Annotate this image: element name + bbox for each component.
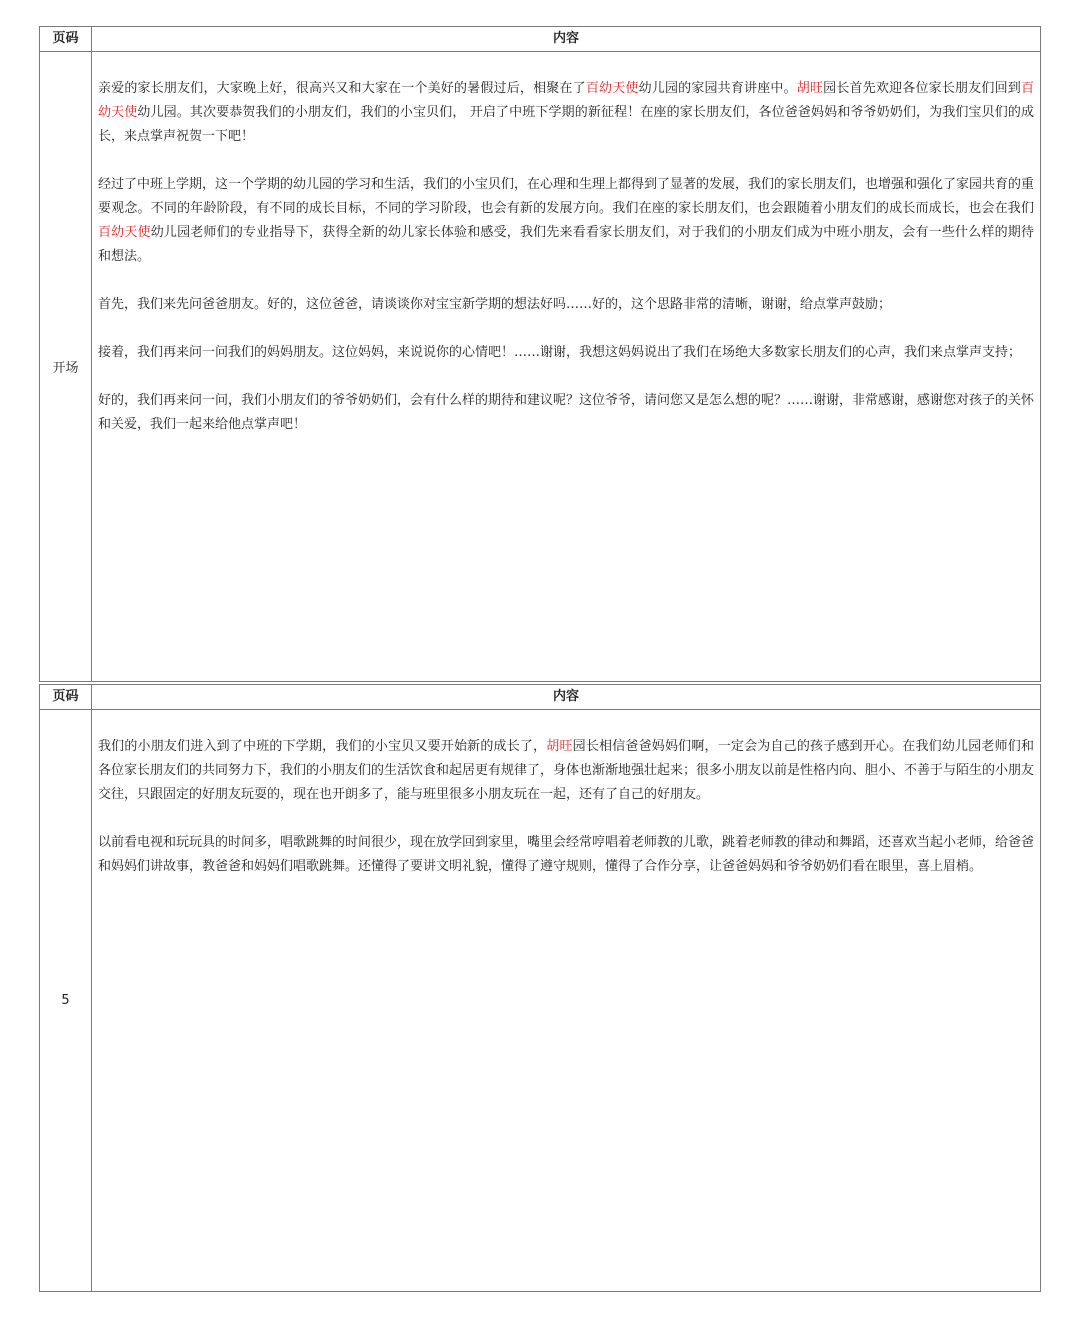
content-column-header: 内容 — [552, 689, 579, 704]
text-run: 接着，我们再来问一问我们的妈妈朋友。这位妈妈，来说说你的心情吧！……谢谢，我想这妈妈说出了我们在场绝大多数家长朋友们的心声，我们来点掌声支持； — [98, 345, 1022, 360]
table-row — [40, 710, 1040, 1291]
content-column-header: 内容 — [552, 31, 579, 46]
text-run: 园长首先欢迎各位家长朋友们回到 — [823, 81, 1021, 96]
page-label: 5 — [40, 710, 92, 1291]
paragraph — [98, 389, 1034, 437]
script-table-opening — [39, 26, 1041, 682]
paragraph — [98, 735, 1034, 807]
content-cell — [92, 52, 1040, 681]
page-column-header: 页码 — [40, 685, 92, 709]
paragraph — [98, 831, 1034, 879]
paragraph — [98, 293, 1034, 317]
text-run: 我们的小朋友们进入到了中班的下学期，我们的小宝贝又要开始新的成长了， — [98, 739, 547, 754]
text-run: 好的，我们再来问一问，我们小朋友们的爷爷奶奶们，会有什么样的期待和建议呢？这位爷爷，请问您又是怎么想的呢？……谢谢，非常感谢，感谢您对孩子的关怀和关爱，我们一起来给他点掌声吧！ — [98, 393, 1035, 432]
highlighted-name: 胡旺 — [796, 81, 824, 96]
text-run: 亲爱的家长朋友们，大家晚上好，很高兴又和大家在一个美好的暑假过后，相聚在了 — [98, 81, 586, 96]
text-run: 幼儿园。其次要恭贺我们的小朋友们，我们的小宝贝们， 开启了中班下学期的新征程！在座的家长朋友们，各位爸爸妈妈和爷爷奶奶们，为我们宝贝们的成长，来点掌声祝贺一下吧！ — [98, 105, 1034, 144]
text-run: 幼儿园老师们的专业指导下，获得全新的幼儿家长体验和感受，我们先来看看家长朋友们，对于我们的小朋友们成为中班小朋友，会有一些什么样的期待和想法。 — [98, 225, 1034, 264]
paragraph — [98, 77, 1034, 149]
text-run: 幼儿园的家园共育讲座中。 — [638, 81, 797, 96]
content-cell — [92, 710, 1040, 1291]
text-run: 以前看电视和玩玩具的时间多，唱歌跳舞的时间很少，现在放学回到家里，嘴里会经常哼唱着老师教的儿歌，跳着老师教的律动和舞蹈，还喜欢当起小老师，给爸爸和妈妈们讲故事，教爸爸和妈妈们唱歌跳舞。还懂得了要讲文明礼貌，懂得了遵守规则，懂得了合作分享，让爸爸妈妈和爷爷奶奶们看在眼里，喜上眉梢。 — [98, 835, 1035, 874]
paragraph — [98, 173, 1034, 269]
paragraph — [98, 341, 1034, 365]
table-row — [40, 52, 1040, 681]
highlighted-name: 百幼天使 — [98, 225, 151, 240]
highlighted-name: 百幼天使 — [585, 81, 639, 96]
text-run: 经过了中班上学期，这一个学期的幼儿园的学习和生活，我们的小宝贝们，在心理和生理上都得到了显著的发展，我们的家长朋友们，也增强和强化了家园共育的重要观念。不同的年龄阶段，有不同的成长目标，不同的学习阶段，也会有新的发展方向。我们在座的家长朋友们，也会跟随着小朋友们的成长而成长，也会在我们 — [98, 177, 1035, 216]
highlighted-name: 百幼天使 — [98, 81, 1034, 120]
table-header — [40, 27, 1040, 52]
page-column-header: 页码 — [40, 27, 92, 51]
highlighted-name: 胡旺 — [546, 739, 573, 754]
script-table-page-5 — [39, 684, 1041, 1292]
text-run: 园长相信爸爸妈妈们啊，一定会为自己的孩子感到开心。在我们幼儿园老师们和各位家长朋友们的共同努力下，我们的小朋友们的生活饮食和起居更有规律了，身体也渐渐地强壮起来；很多小朋友以前是性格内向、胆小、不善于与陌生的小朋友交往，只跟固定的好朋友玩耍的，现在也开朗多了，能与班里很多小朋友玩在一起，还有了自己的好朋友。 — [98, 739, 1035, 802]
table-header — [40, 685, 1040, 710]
text-run: 首先，我们来先问爸爸朋友。好的，这位爸爸，请谈谈你对宝宝新学期的想法好吗……好的，这个思路非常的清晰，谢谢，给点掌声鼓励； — [98, 297, 892, 312]
page-label: 开场 — [40, 52, 92, 681]
